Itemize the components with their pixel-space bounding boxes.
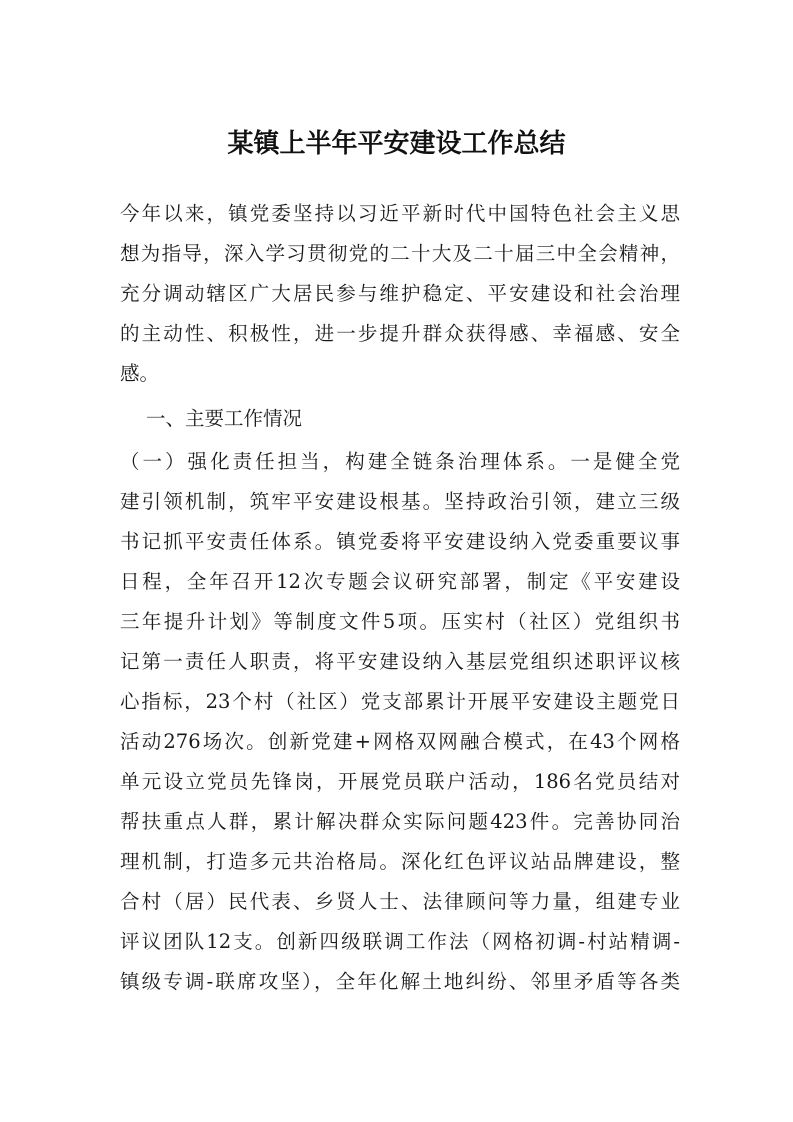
paragraph-line: 活动276场次。创新党建+网格双网融合模式，在43个网格 [120,730,680,753]
paragraph-line: 合村（居）民代表、乡贤人士、法律顾问等力量，组建专业 [120,890,680,913]
document-title: 某镇上半年平安建设工作总结 [227,129,566,159]
paragraph-line: 今年以来，镇党委坚持以习近平新时代中国特色社会主义思 [120,202,680,225]
paragraph-line: 记第一责任人职责，将平安建设纳入基层党组织述职评议核 [120,650,680,673]
paragraph-line: 单元设立党员先锋岗，开展党员联户活动，186名党员结对 [120,770,680,793]
paragraph-line: 感。 [120,362,160,385]
paragraph-line: 日程，全年召开12次专题会议研究部署，制定《平安建设 [120,570,680,593]
paragraph-line: 想为指导，深入学习贯彻党的二十大及二十届三中全会精神， [120,242,680,265]
paragraph-line: 镇级专调-联席攻坚），全年化解土地纠纷、邻里矛盾等各类 [120,970,680,993]
paragraph-line: 书记抓平安责任体系。镇党委将平安建设纳入党委重要议事 [120,530,680,553]
paragraph-line: 建引领机制，筑牢平安建设根基。坚持政治引领，建立三级 [120,490,680,513]
paragraph-line: 的主动性、积极性，进一步提升群众获得感、幸福感、安全 [120,322,680,345]
section-heading: 一、主要工作情况 [146,407,303,430]
paragraph-line: 评议团队12支。创新四级联调工作法（网格初调-村站精调- [120,930,680,953]
paragraph-line: 三年提升计划》等制度文件5项。压实村（社区）党组织书 [120,610,680,633]
paragraph-line: 理机制，打造多元共治格局。深化红色评议站品牌建设，整 [120,850,680,873]
paragraph-line: 帮扶重点人群，累计解决群众实际问题423件。完善协同治 [120,810,680,833]
paragraph-line: 心指标，23个村（社区）党支部累计开展平安建设主题党日 [120,690,680,713]
paragraph-line: （一）强化责任担当，构建全链条治理体系。一是健全党 [120,450,680,473]
paragraph-line: 充分调动辖区广大居民参与维护稳定、平安建设和社会治理 [120,282,680,305]
